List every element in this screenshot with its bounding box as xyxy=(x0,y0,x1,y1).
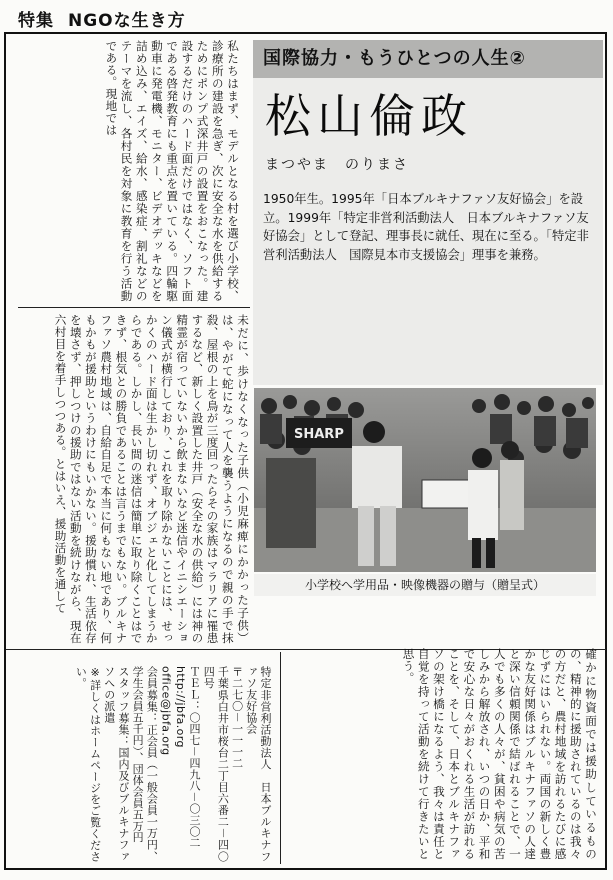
photo-caption: 小学校へ学用品・映像機器の贈与（贈呈式） xyxy=(254,574,596,596)
notes-divider xyxy=(280,652,281,864)
header-title: NGOな生き方 xyxy=(68,11,186,31)
contact-notes xyxy=(18,666,272,862)
series-title: 国際協力・もうひとつの人生② xyxy=(253,40,603,78)
ceremony-photo xyxy=(254,388,596,572)
name-reading: まつやま のりまさ xyxy=(265,157,409,173)
column-divider-1 xyxy=(18,307,250,308)
note-website: http://jbfa.org xyxy=(173,666,187,748)
profile-bio: 1950年生。1995年「日本ブルキナファソ友好協会」を設立。1999年「特定非営利活動法人 日本ブルキナファソ友好協会」として登記、理事長に就任、現在に至る。「特定非営利活動法人 国際見本市支援協会」理事を兼務。 xyxy=(263,192,589,262)
note-homepage: ※詳しくはホームページをご覧ください。 xyxy=(74,666,102,862)
note-staff: スタッフ募集：国内及びブルキナファソへの派遣 xyxy=(102,666,130,862)
header-series: 特集 xyxy=(18,11,54,31)
note-membership: 会員募集：正会員（一般会員一万円、学生会員五千円）、団体会員五万円 xyxy=(131,666,159,862)
body-column-2: 未だに、歩けなくなった子供（小児麻痺にかかった子供）は、やがて蛇になって人を襲うようになるので親の手で抹殺、屋根の上を鳥が三度回ったらその家族はマラリアに罹患するなど、新しく設置した井戸（安全な水の供給）には神の精霊が宿っていないから飲まないなど迷信やイニシエーション儀式が横行しており、これを取り除かないことには、せっかくのハード面は生かし切れず、オブジェと化してしまうからである。しかし、長い間の迷信は簡単に取り除くことはできず、根気との勝負であることは言うまでもない。ブルキナファソ農村地域は、自給自足で本当に何もない地であり、何もかもが援助というわけにもいかない。援助慣れ、生活依存を壊さず、押しつけの援助ではない活動を続けながら、現在六村目を着手しつつある。とはいえ、援助活動を通して xyxy=(53,314,250,644)
note-email: office@jbfa.org xyxy=(159,666,173,756)
body-column-3: 確かに物資面では援助しているものの、精神的に援助されているのは我々の方だと、農村地域を訪れるたびに感じずにはいられない。両国の新しく豊かな友好関係はブルキナファソの人達と深い信頼関係で結ばれることで、一人でも多くの人々が、貧困や病気の苦しみから解放され、いつの日か、平和で安心な日々がおくれる生活が訪れることを、そして、日本とブルキナファソの架け橋になるよう、我々は責任と自覚を持って活動を続けて行きたいと思う。 xyxy=(401,648,598,860)
profile-panel xyxy=(253,40,603,385)
note-postal-code: 〒二七〇－一一一二 xyxy=(230,666,244,769)
note-phone: ＴＥＬ：〇四七－四九八－〇三〇二 xyxy=(187,666,201,849)
note-org-name: 特定非営利活動法人 日本ブルキナファソ友好協会 xyxy=(244,666,272,862)
page-header xyxy=(18,6,186,30)
person-name: 松山倫政 xyxy=(265,89,473,143)
photo-illustration xyxy=(254,388,596,572)
photo-banner-text: SHARP xyxy=(294,427,344,442)
note-address: 千葉県白井市桜台二丁目六番二－四〇四号 xyxy=(202,666,230,862)
body-column-1: 私たちはまず、モデルとなる村を選び小学校、診療所の建設を急ぎ、次に安全な水を供給するためにポンプ式深井戸の設置をおこなった。建設するだけのハード面だけではなく、ソフト面である啓発教育にも重点を置いている。四輪駆動車に発電機、モニター、ビデオデッキなどを詰め込み、エイズ、給水、感染症、割礼などのテーマを流し、各村民を対象に教育を行う活動である。現地では xyxy=(104,40,240,302)
